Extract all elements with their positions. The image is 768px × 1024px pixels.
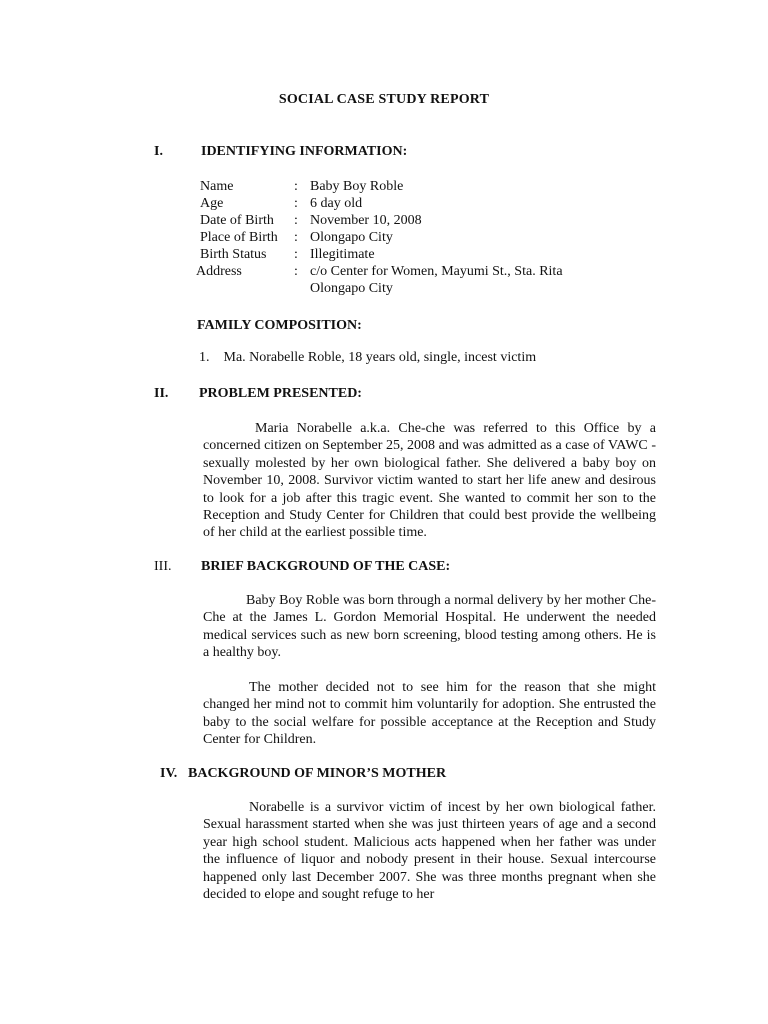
brief-background-paragraph-2: The mother decided not to see him for the reason that she might changed her mind not to commit him voluntarily for adoption. She entrusted the baby to the social welfare for possible acceptance at the Reception and Study Center for Children. <box>203 680 656 748</box>
info-value: Illegitimate <box>310 247 375 262</box>
family-composition-heading: FAMILY COMPOSITION: <box>197 318 362 333</box>
info-value: November 10, 2008 <box>310 213 422 228</box>
document-title: SOCIAL CASE STUDY REPORT <box>278 92 490 107</box>
brief-background-paragraph-1: Baby Boy Roble was born through a normal delivery by her mother Che-Che at the James L. Gordon Memorial Hospital. He underwent the needed medical services such as new born screening, blood testing among others. He is a healthy boy. <box>203 593 656 661</box>
info-label: Address <box>196 264 242 279</box>
section-3-number: III. <box>154 559 172 574</box>
problem-presented-paragraph: Maria Norabelle a.k.a. Che-che was referred to this Office by a concerned citizen on September 25, 2008 and was admitted as a case of VAWC - sexually molested by her own biological father. She delivered a baby boy on November 10, 2008. Survivor victim wanted to start her life anew and desirous to look for a job after this tragic event. She wanted to commit her son to the Reception and Study Center for Children that could best provide the wellbeing of her child at the earliest possible time. <box>203 421 656 541</box>
info-value: c/o Center for Women, Mayumi St., Sta. Rita <box>310 264 563 279</box>
info-label: Birth Status <box>200 247 267 262</box>
info-colon: : <box>294 230 298 245</box>
info-label: Age <box>200 196 224 211</box>
info-colon: : <box>294 264 298 279</box>
info-value-line2: Olongapo City <box>310 281 393 296</box>
info-value: 6 day old <box>310 196 363 211</box>
section-1-number: I. <box>154 144 163 159</box>
info-label: Date of Birth <box>200 213 274 228</box>
family-member-item: 1. Ma. Norabelle Roble, 18 years old, single, incest victim <box>199 350 537 365</box>
info-label: Name <box>200 179 234 194</box>
mother-background-paragraph: Norabelle is a survivor victim of incest by her own biological father. Sexual harassment started when she was just thirteen years of age and a second year high school student. Malicious acts happened when her father was under the influence of liquor and nobody present in their house. Sexual intercourse happened only last December 2007. She was three months pregnant when she decided to elope and sought refuge to her <box>203 800 656 903</box>
info-value: Baby Boy Roble <box>310 179 404 194</box>
info-label: Place of Birth <box>200 230 278 245</box>
info-colon: : <box>294 196 298 211</box>
info-value: Olongapo City <box>310 230 393 245</box>
info-colon: : <box>294 213 298 228</box>
info-colon: : <box>294 179 298 194</box>
info-colon: : <box>294 247 298 262</box>
section-2-number: II. <box>154 386 169 401</box>
section-3-title: BRIEF BACKGROUND OF THE CASE: <box>201 559 451 574</box>
section-1-title: IDENTIFYING INFORMATION: <box>201 144 408 159</box>
section-4-title: BACKGROUND OF MINOR’S MOTHER <box>188 766 447 781</box>
section-4-number: IV. <box>160 766 178 781</box>
section-2-title: PROBLEM PRESENTED: <box>199 386 362 401</box>
